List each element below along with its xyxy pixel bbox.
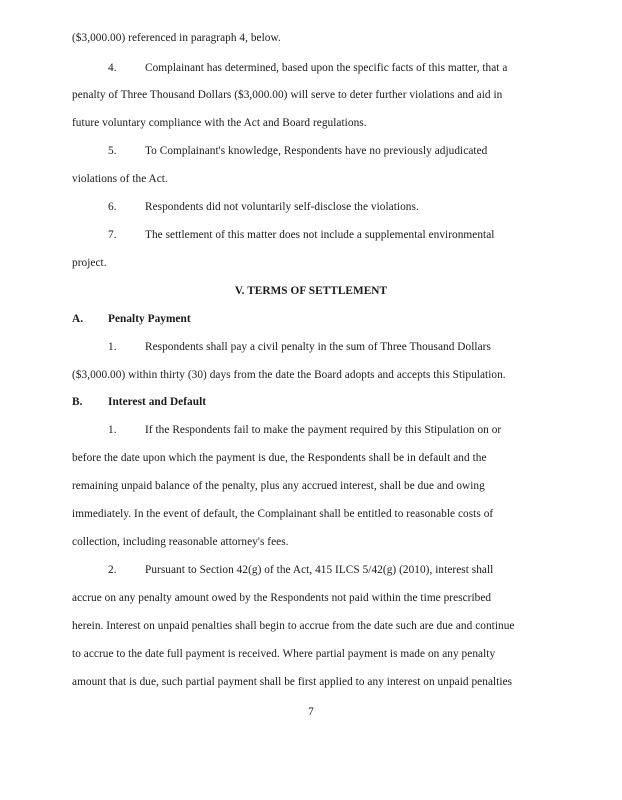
subsection-title: Penalty Payment [108, 313, 191, 325]
page-number: 7 [308, 706, 314, 718]
paragraph-number: 1. [108, 341, 117, 353]
text-line: herein. Interest on unpaid penalties shall begin to accrue from the date such are due and continue [72, 620, 515, 632]
text-line: to accrue to the date full payment is received. Where partial payment is made on any penalty [72, 648, 496, 660]
text-line: penalty of Three Thousand Dollars ($3,000.00) will serve to deter further violations and aid in [72, 89, 503, 101]
text-line: To Complainant's knowledge, Respondents have no previously adjudicated [145, 145, 488, 157]
text-line: violations of the Act. [72, 173, 168, 185]
text-line: amount that is due, such partial payment shall be first applied to any interest on unpaid penalties [72, 676, 513, 688]
text-line: ($3,000.00) referenced in paragraph 4, below. [72, 32, 281, 44]
subsection-letter: B. [72, 396, 83, 408]
text-line: Pursuant to Section 42(g) of the Act, 415 ILCS 5/42(g) (2010), interest shall [145, 564, 494, 576]
text-line: Respondents did not voluntarily self-disclose the violations. [145, 201, 419, 213]
text-line: project. [72, 257, 107, 269]
text-line: ($3,000.00) within thirty (30) days from the date the Board adopts and accepts this Stipulation. [72, 369, 506, 381]
text-line: The settlement of this matter does not include a supplemental environmental [145, 229, 495, 241]
text-line: remaining unpaid balance of the penalty, plus any accrued interest, shall be due and owing [72, 480, 485, 492]
paragraph-number: 1. [108, 424, 117, 436]
section-heading: V. TERMS OF SETTLEMENT [234, 285, 388, 297]
subsection-title: Interest and Default [108, 396, 207, 408]
paragraph-number: 4. [108, 62, 117, 74]
paragraph-number: 5. [108, 145, 117, 157]
text-line: Respondents shall pay a civil penalty in the sum of Three Thousand Dollars [145, 341, 491, 353]
text-line: Complainant has determined, based upon the specific facts of this matter, that a [145, 62, 508, 74]
paragraph-number: 6. [108, 201, 117, 213]
paragraph-number: 7. [108, 229, 117, 241]
text-line: collection, including reasonable attorney's fees. [72, 536, 289, 548]
text-line: accrue on any penalty amount owed by the Respondents not paid within the time prescribed [72, 592, 492, 604]
text-line: before the date upon which the payment is due, the Respondents shall be in default and the [72, 452, 487, 464]
text-line: If the Respondents fail to make the payment required by this Stipulation on or [145, 424, 502, 436]
subsection-letter: A. [72, 313, 84, 325]
text-line: future voluntary compliance with the Act and Board regulations. [72, 117, 367, 129]
paragraph-number: 2. [108, 564, 117, 576]
text-line: immediately. In the event of default, the Complainant shall be entitled to reasonable costs of [72, 508, 494, 520]
